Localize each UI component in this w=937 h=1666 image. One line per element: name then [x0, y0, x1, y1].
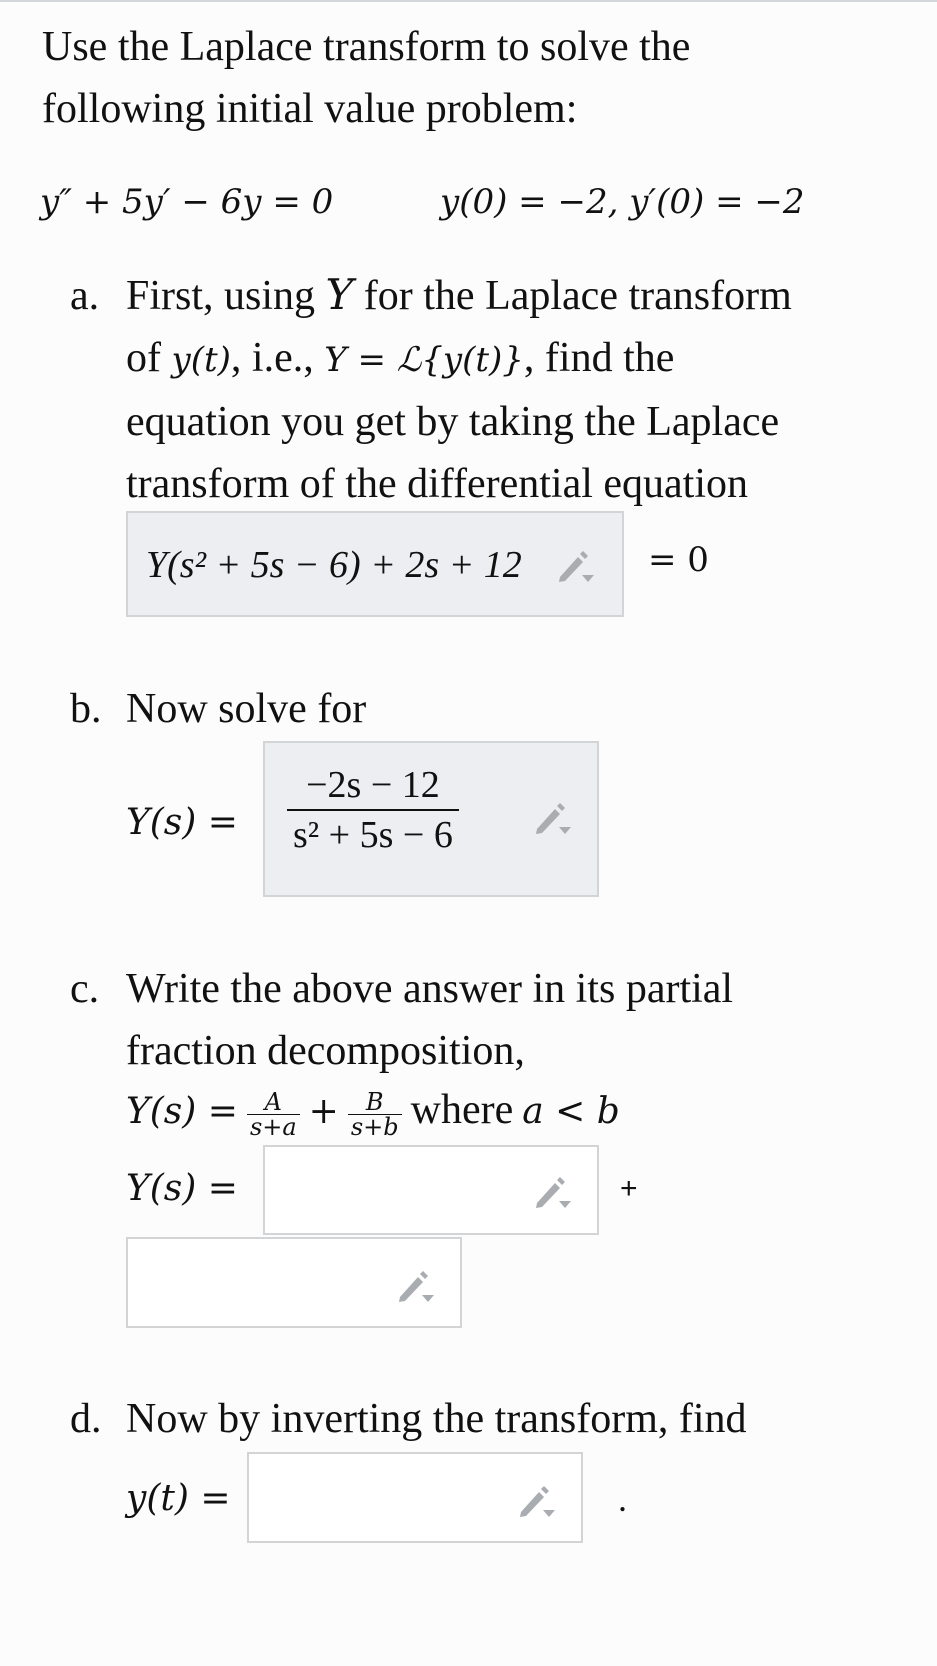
trailing-period: .	[618, 1479, 627, 1519]
answer-input-b[interactable]	[263, 741, 599, 897]
part-a-text: of	[126, 335, 172, 381]
part-b-text: Now solve for	[126, 686, 367, 732]
part-c-input-lhs: Y(s) =	[126, 1168, 238, 1209]
intro-text	[42, 16, 690, 140]
part-a-text: First, using	[126, 273, 326, 319]
part-a-line-4: transform of the differential equation	[126, 461, 749, 507]
math-laplace-def: Y = ℒ{y(t)}	[324, 340, 524, 380]
intro-line-1: Use the Laplace transform to solve the	[42, 24, 691, 70]
part-d-text: Now by inverting the transform, find	[126, 1396, 747, 1442]
part-c-line-1: Write the above answer in its partial	[126, 966, 734, 1012]
part-a-line-3: equation you get by taking the Laplace	[126, 399, 780, 445]
part-a	[70, 264, 792, 515]
part-b	[70, 678, 366, 740]
intro-line-2: following initial value problem:	[42, 86, 578, 132]
answer-input-c2[interactable]	[126, 1237, 462, 1328]
part-c-line-2: fraction decomposition,	[126, 1028, 525, 1074]
part-d-lhs: y(t) =	[126, 1478, 231, 1519]
form-B: B	[348, 1090, 402, 1115]
pencil-dropdown-icon[interactable]	[517, 1484, 557, 1520]
initial-conditions: y(0) = −2, y′(0) = −2	[440, 182, 805, 222]
var-Y: Y	[325, 270, 354, 319]
math-y-of-t: y(t)	[171, 340, 231, 380]
plus-sign: +	[620, 1172, 638, 1205]
part-a-text: , i.e.,	[230, 335, 325, 381]
answer-input-a[interactable]	[126, 511, 624, 617]
form-den-a: s+a	[249, 1113, 297, 1142]
form-condition: a < b	[522, 1091, 620, 1132]
part-a-text: for the Laplace transform	[353, 273, 792, 319]
form-where: where	[410, 1087, 514, 1133]
form-plus: +	[308, 1091, 339, 1132]
form-lhs: Y(s) =	[126, 1091, 238, 1132]
form-den-b: s+b	[350, 1113, 399, 1142]
form-A: A	[247, 1090, 300, 1115]
part-d-letter: d.	[70, 1396, 102, 1442]
part-a-text: , find the	[523, 335, 675, 381]
part-d	[70, 1388, 747, 1450]
part-c-letter: c.	[70, 966, 100, 1012]
part-c	[70, 958, 733, 1082]
pencil-dropdown-icon[interactable]	[533, 1175, 573, 1211]
answer-input-d[interactable]	[247, 1452, 583, 1543]
pencil-dropdown-icon[interactable]	[556, 549, 596, 585]
partial-fraction-form	[126, 1086, 620, 1142]
part-b-lhs: Y(s) =	[126, 802, 238, 843]
answer-b-denominator: s² + 5s − 6	[293, 814, 453, 856]
answer-b-fraction	[287, 763, 459, 857]
answer-input-c1[interactable]	[263, 1145, 599, 1235]
part-a-letter: a.	[70, 273, 100, 319]
part-b-letter: b.	[70, 686, 102, 732]
answer-a-value: Y(s² + 5s − 6) + 2s + 12	[146, 544, 522, 586]
answer-a-rhs: = 0	[648, 540, 709, 580]
answer-b-numerator: −2s − 12	[287, 763, 459, 811]
differential-equation: y″ + 5y′ − 6y = 0	[40, 182, 334, 222]
pencil-dropdown-icon[interactable]	[396, 1269, 436, 1305]
pencil-dropdown-icon[interactable]	[533, 801, 573, 837]
